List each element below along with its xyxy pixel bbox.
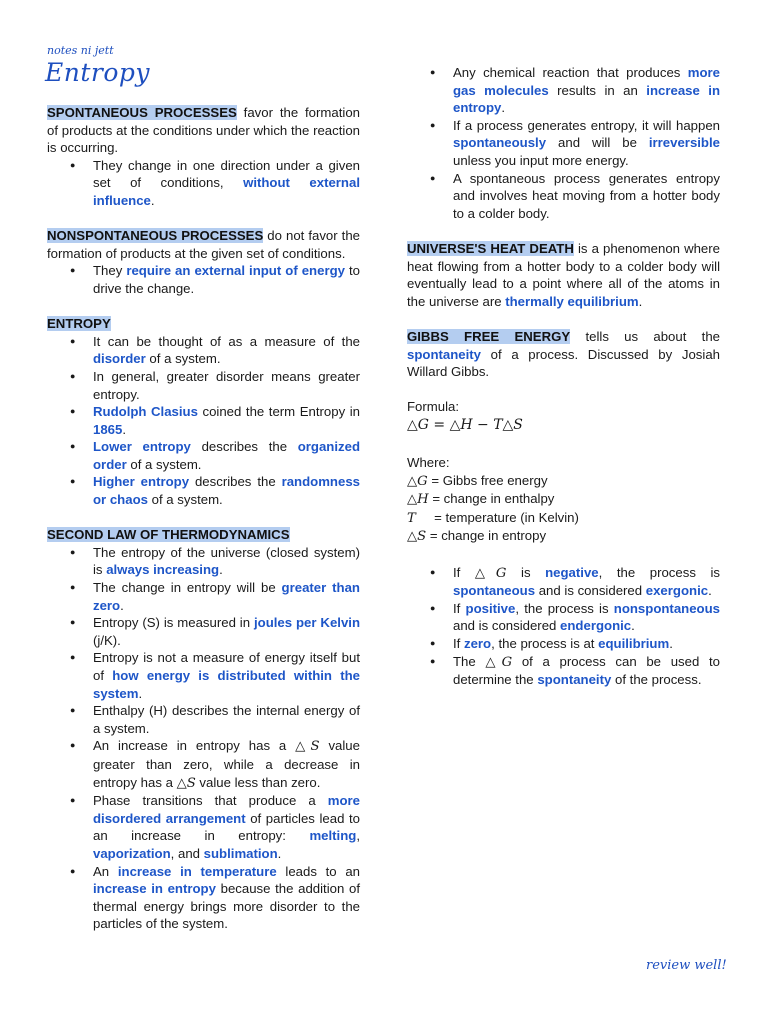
left-column [47,104,360,933]
where-row: T = temperature (in Kelvin) [407,509,579,526]
author-tag: notes ni jett [47,44,114,57]
list-item: ● They change in one direction under a given set of conditions, without external influence. [93,157,360,210]
second-law-heading: SECOND LAW OF THERMODYNAMICS [47,527,290,543]
nonspontaneous-list [47,262,360,297]
gibbs-conditions-list [407,564,720,689]
list-item: ● A spontaneous process generates entropy and involves heat moving from a hotter body to a colder body. [453,170,720,223]
second-law-section [47,526,360,544]
where-row: △G = Gibbs free energy [407,472,548,489]
list-item: ● An increase in entropy has a △S value greater than zero, while a decrease in entropy has a △S value less than zero. [93,737,360,792]
list-item: ● The change in entropy will be greater than zero. [93,579,360,614]
spontaneous-section: SPONTANEOUS PROCESSES favor the formation of products at the conditions under which the reaction is occurring. [47,105,360,156]
list-item: ● Higher entropy describes the randomness or chaos of a system. [93,473,360,508]
spontaneous-heading: SPONTANEOUS PROCESSES [47,105,237,120]
list-item: ● Rudolph Clasius coined the term Entropy in 1865. [93,403,360,438]
heat-death-heading: UNIVERSE'S HEAT DEATH [407,240,574,256]
nonspontaneous-heading: NONSPONTANEOUS PROCESSES [47,228,264,244]
list-item: ● They require an external input of energy to drive the change. [93,262,360,297]
footer-signoff: review well! [646,958,727,973]
list-item: ● If zero, the process is at equilibrium. [453,635,720,653]
list-item: ● An increase in temperature leads to an increase in entropy because the addition of thermal energy brings more disorder to the particles of the system. [93,863,360,933]
list-item: ● The △G of a process can be used to determine the spontaneity of the process. [453,653,720,689]
list-item: ● In general, greater disorder means greater entropy. [93,368,360,403]
gibbs-formula: △G = △H − T△S [407,416,523,433]
spontaneous-list [47,157,360,210]
entropy-facts-list [407,64,720,222]
where-label: Where: [407,455,450,471]
list-item: ● The entropy of the universe (closed system) is always increasing. [93,544,360,579]
entropy-list [47,333,360,509]
right-column [407,64,720,689]
heat-death-section: UNIVERSE'S HEAT DEATH is a phenomenon where heat flowing from a hotter body to a colder body will eventually lead to a point where all of the atoms in the universe are thermally equilibrium. [407,240,720,309]
list-item: ● Enthalpy (H) describes the internal energy of a system. [93,702,360,737]
list-item: ● Entropy is not a measure of energy itself but of how energy is distributed within the system. [93,649,360,702]
list-item: ● Lower entropy describes the organized order of a system. [93,438,360,473]
nonspontaneous-section: NONSPONTANEOUS PROCESSES do not favor the formation of products at the given set of conditions. [47,228,361,261]
list-item: ● Phase transitions that produce a more disordered arrangement of particles lead to an increase in entropy: melting, vaporization, and sublimation. [93,792,360,862]
list-item: ● Entropy (S) is measured in joules per Kelvin (j/K). [93,614,360,649]
list-item: ● If △G is negative, the process is spontaneous and is considered exergonic. [453,564,720,600]
second-law-list [47,544,360,933]
where-row: △S = change in entropy [407,528,547,545]
page-title: Entropy [45,58,151,87]
gibbs-heading: GIBBS FREE ENERGY [407,328,571,344]
formula-label: Formula: [407,399,460,415]
list-item: ● If a process generates entropy, it will happen spontaneously and will be irreversible unless you input more energy. [453,117,720,170]
list-item: ● It can be thought of as a measure of the disorder of a system. [93,333,360,368]
where-row: △H = change in enthalpy [407,491,555,508]
entropy-heading: ENTROPY [47,316,111,332]
list-item: ● If positive, the process is nonspontaneous and is considered endergonic. [453,600,720,635]
gibbs-section: GIBBS FREE ENERGY tells us about the spontaneity of a process. Discussed by Josiah Willard Gibbs. [407,328,720,380]
entropy-section [47,315,360,333]
list-item: ● Any chemical reaction that produces more gas molecules results in an increase in entropy. [453,64,720,117]
